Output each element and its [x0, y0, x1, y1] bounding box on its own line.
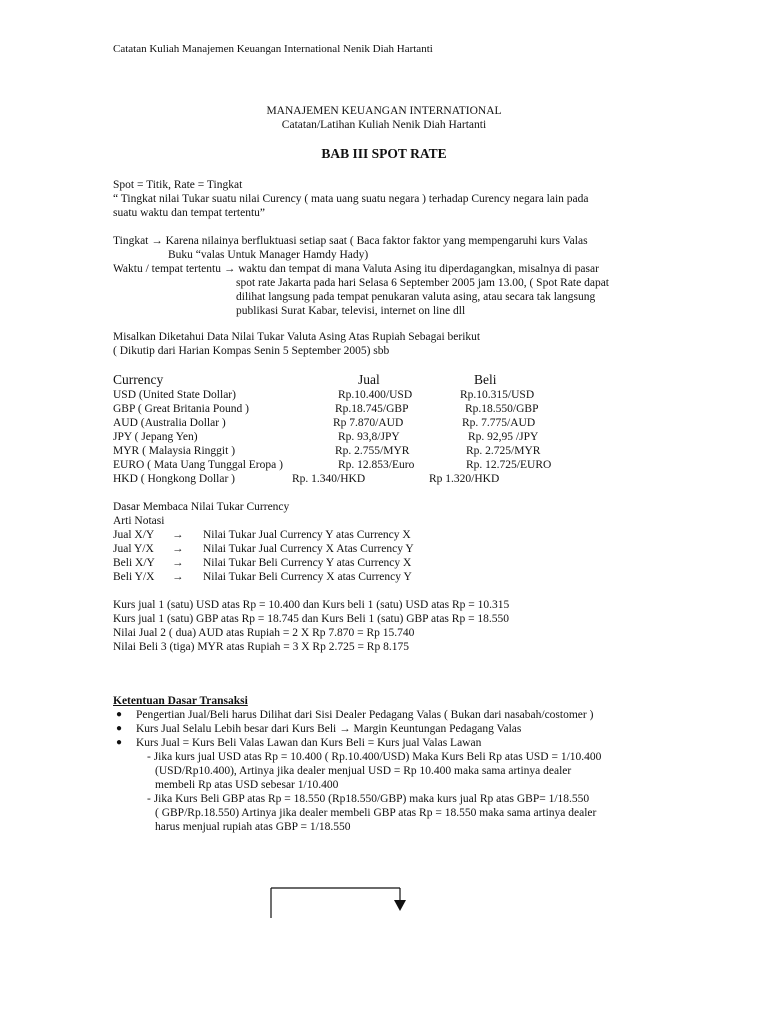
example-intro-1: Misalkan Diketahui Data Nilai Tukar Valuta Asing Atas Rupiah Sebagai berikut [113, 331, 481, 343]
waktu-text-4: publikasi Surat Kabar, televisi, internet on line dll [236, 305, 466, 317]
waktu-row [113, 262, 599, 276]
waktu-text-3: dilihat langsung pada tempat penukaran valuta asing, atau secara tak langsung [236, 291, 596, 303]
sub2-line-2: ( GBP/Rp.18.550) Artinya jika dealer membeli GBP atas Rp = 18.550 maka sama artinya dealer [155, 807, 597, 819]
flow-arrow-diagram [270, 880, 415, 920]
arrow-right-icon: → [172, 529, 184, 541]
example-line-1: Kurs jual 1 (satu) USD atas Rp = 10.400 dan Kurs beli 1 (satu) USD atas Rp = 10.315 [113, 599, 510, 611]
bullet-icon: ● [116, 723, 123, 734]
rate-row-jpy-beli: Rp. 92,95 /JPY [468, 431, 539, 443]
sub1-line-1: - Jika kurs jual USD atas Rp = 10.400 ( Rp.10.400/USD) Maka Kurs Beli Rp atas USD = 1/10.400 [147, 751, 602, 763]
rule-bullet-2-text: Kurs Jual Selalu Lebih besar dari Kurs Beli [136, 723, 337, 735]
arrow-right-icon: → [172, 557, 184, 569]
rate-row-euro-beli: Rp. 12.725/EURO [466, 459, 552, 471]
rate-row-euro-currency: EURO ( Mata Uang Tunggal Eropa ) [113, 459, 283, 471]
rate-row-myr-currency: MYR ( Malaysia Ringgit ) [113, 445, 236, 457]
waktu-text: waktu dan tempat di mana Valuta Asing itu diperdagangkan, misalnya di pasar [238, 263, 599, 275]
rule-bullet-2-tail: Margin Keuntungan Pedagang Valas [353, 723, 522, 735]
reading-subtitle: Arti Notasi [113, 515, 165, 527]
tingkat-label: Tingkat [113, 235, 149, 247]
rate-row-jpy-currency: JPY ( Jepang Yen) [113, 431, 198, 443]
reading-title: Dasar Membaca Nilai Tukar Currency [113, 501, 290, 513]
notation-2: Jual Y/X [113, 543, 154, 555]
rate-row-hkd-currency: HKD ( Hongkong Dollar ) [113, 473, 236, 485]
rate-row-euro-jual: Rp. 12.853/Euro [338, 459, 415, 471]
example-line-3: Nilai Jual 2 ( dua) AUD atas Rupiah = 2 X Rp 7.870 = Rp 15.740 [113, 627, 415, 639]
definition-line-1: Spot = Titik, Rate = Tingkat [113, 179, 243, 191]
rate-row-myr-jual: Rp. 2.755/MYR [335, 445, 410, 457]
course-title: MANAJEMEN KEUANGAN INTERNATIONAL [266, 105, 502, 117]
example-line-4: Nilai Beli 3 (tiga) MYR atas Rupiah = 3 X Rp 2.725 = Rp 8.175 [113, 641, 409, 653]
bullet-icon: ● [116, 737, 123, 748]
tingkat-text-2: Buku “valas Untuk Manager Hamdy Hady) [168, 249, 369, 261]
rule-bullet-1: Pengertian Jual/Beli harus Dilihat dari Sisi Dealer Pedagang Valas ( Bukan dari nasabah/costomer ) [136, 709, 594, 721]
sub1-line-2: (USD/Rp10.400), Artinya jika dealer menjual USD = Rp 10.400 maka sama artinya dealer [155, 765, 572, 777]
chapter-title: BAB III SPOT RATE [321, 146, 447, 161]
rate-row-gbp-currency: GBP ( Great Britania Pound ) [113, 403, 249, 415]
col-header-jual: Jual [358, 372, 380, 387]
arrow-right-icon: → [339, 723, 351, 735]
waktu-label: Waktu / tempat tertentu [113, 263, 221, 275]
notation-4-meaning: Nilai Tukar Beli Currency X atas Currency Y [203, 571, 412, 583]
notation-1: Jual X/Y [113, 529, 155, 541]
rate-row-myr-beli: Rp. 2.725/MYR [466, 445, 541, 457]
definition-line-3: suatu waktu dan tempat tertentu” [113, 207, 266, 219]
rule-bullet-3: Kurs Jual = Kurs Beli Valas Lawan dan Kurs Beli = Kurs jual Valas Lawan [136, 737, 482, 749]
waktu-text-2: spot rate Jakarta pada hari Selasa 6 September 2005 jam 13.00, ( Spot Rate dapat [236, 277, 610, 289]
arrow-down-icon [394, 900, 406, 911]
rate-row-jpy-jual: Rp. 93,8/JPY [338, 431, 400, 443]
rate-row-usd-currency: USD (United State Dollar) [113, 389, 236, 401]
example-intro-2: ( Dikutip dari Harian Kompas Senin 5 September 2005) sbb [113, 345, 390, 357]
example-line-2: Kurs jual 1 (satu) GBP atas Rp = 18.745 dan Kurs Beli 1 (satu) GBP atas Rp = 18.550 [113, 613, 510, 625]
rate-row-hkd-beli: Rp 1.320/HKD [429, 473, 500, 485]
rules-title: Ketentuan Dasar Transaksi [113, 695, 248, 707]
bullet-icon: ● [116, 709, 123, 720]
col-header-beli: Beli [474, 372, 497, 387]
arrow-right-icon: → [172, 571, 184, 583]
notation-3-meaning: Nilai Tukar Beli Currency Y atas Currency X [203, 557, 412, 569]
arrow-right-icon: → [172, 543, 184, 555]
definition-line-2: “ Tingkat nilai Tukar suatu nilai Curency ( mata uang suatu negara ) terhadap Curency negara lain pada [113, 193, 589, 205]
rate-row-gbp-beli: Rp.18.550/GBP [465, 403, 539, 415]
sub1-line-3: membeli Rp atas USD sebesar 1/10.400 [155, 779, 339, 791]
rate-row-aud-currency: AUD (Australia Dollar ) [113, 417, 226, 429]
sub2-line-3: harus menjual rupiah atas GBP = 1/18.550 [155, 821, 351, 833]
col-header-currency: Currency [113, 372, 164, 387]
rate-row-gbp-jual: Rp.18.745/GBP [335, 403, 409, 415]
rate-row-usd-jual: Rp.10.400/USD [338, 389, 413, 401]
notation-1-meaning: Nilai Tukar Jual Currency Y atas Currency X [203, 529, 411, 541]
tingkat-row [113, 234, 588, 248]
rate-row-aud-beli: Rp. 7.775/AUD [462, 417, 536, 429]
running-header: Catatan Kuliah Manajemen Keuangan International Nenik Diah Hartanti [113, 43, 433, 55]
rule-bullet-2 [136, 722, 521, 736]
arrow-right-icon: → [223, 263, 236, 275]
rate-row-hkd-jual: Rp. 1.340/HKD [292, 473, 366, 485]
notation-3: Beli X/Y [113, 557, 155, 569]
arrow-right-icon: → [151, 235, 163, 247]
rate-row-usd-beli: Rp.10.315/USD [460, 389, 535, 401]
sub2-line-1: - Jika Kurs Beli GBP atas Rp = 18.550 (Rp18.550/GBP) maka kurs jual Rp atas GBP= 1/18.550 [147, 793, 590, 805]
rate-row-aud-jual: Rp 7.870/AUD [333, 417, 404, 429]
notation-2-meaning: Nilai Tukar Jual Currency X Atas Currency Y [203, 543, 414, 555]
tingkat-text: Karena nilainya berfluktuasi setiap saat ( Baca faktor faktor yang mempengaruhi kurs Valas [165, 235, 588, 247]
notation-4: Beli Y/X [113, 571, 155, 583]
course-subtitle: Catatan/Latihan Kuliah Nenik Diah Hartanti [281, 119, 487, 131]
